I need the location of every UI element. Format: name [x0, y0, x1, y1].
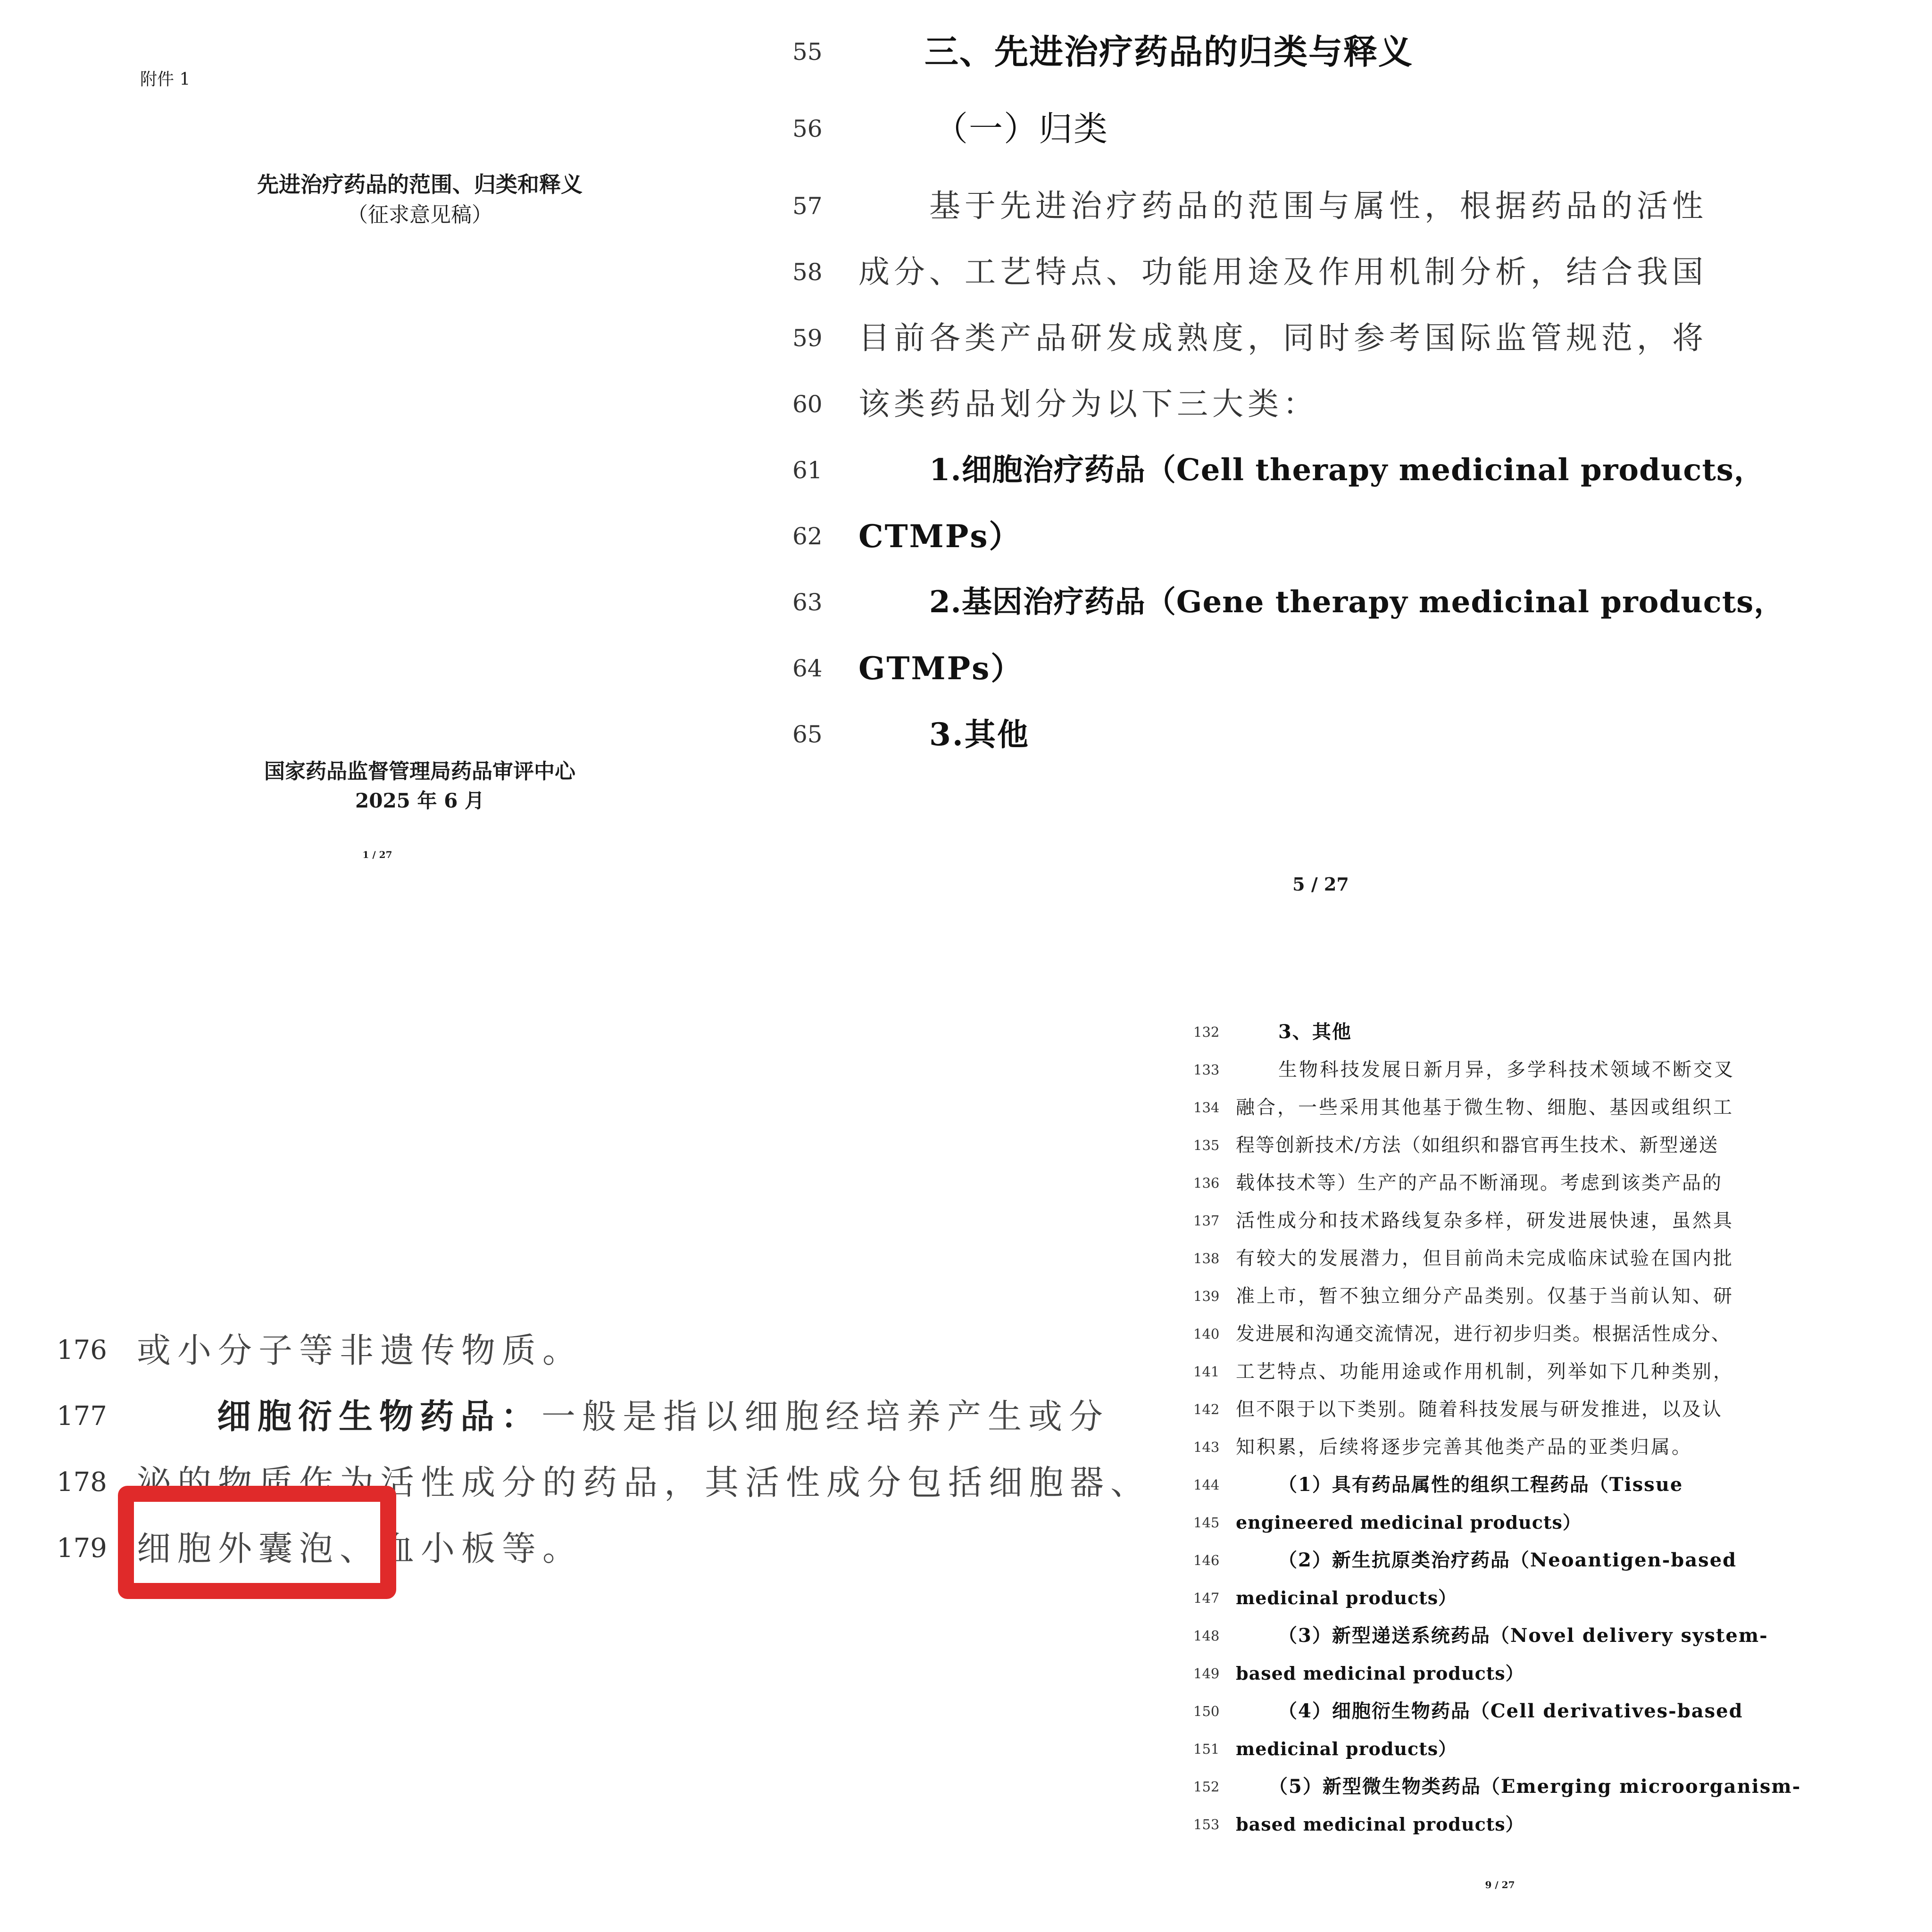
page-number: 1 / 27 [362, 849, 392, 860]
line-number: 176 [57, 1335, 107, 1366]
category-item: （2）新生抗原类治疗药品（Neoantigen-based [1278, 1549, 1737, 1571]
line-number: 153 [1193, 1816, 1220, 1832]
body-text: 基于先进治疗药品的范围与属性，根据药品的活性 [929, 188, 1707, 224]
line-number: 178 [57, 1467, 107, 1498]
line-number: 137 [1193, 1213, 1220, 1229]
body-text: 泌的物质作为活性成分的药品，其活性成分包括细胞器、 [137, 1463, 1151, 1502]
line-number: 61 [792, 457, 823, 484]
numbered-line [1193, 1655, 1750, 1692]
body-text: 成分、工艺特点、功能用途及作用机制分析，结合我国 [858, 254, 1707, 290]
line-number: 149 [1193, 1666, 1220, 1682]
line-number: 147 [1193, 1590, 1220, 1606]
numbered-line [1193, 1428, 1750, 1466]
section-heading: 3、其他 [1278, 1021, 1352, 1043]
line-number: 139 [1193, 1288, 1220, 1304]
line-number: 151 [1193, 1741, 1220, 1757]
body-text: 程等创新技术/方法（如组织和器官再生技术、新型递送 [1236, 1134, 1719, 1156]
line-number: 144 [1193, 1477, 1220, 1493]
category-item: 2.基因治疗药品（Gene therapy medicinal products， [929, 584, 1785, 620]
numbered-line [792, 442, 1774, 499]
category-item: （5）新型微生物类药品（Emerging microorganism- [1269, 1775, 1801, 1798]
numbered-line [1193, 1730, 1750, 1768]
line-number: 142 [1193, 1401, 1220, 1417]
publisher: 国家药品监督管理局药品审评中心 [264, 759, 575, 783]
line-number: 63 [792, 589, 823, 616]
line-number: 56 [792, 115, 823, 142]
numbered-line [1193, 1277, 1750, 1315]
body-text: 生物科技发展日新月异，多学科技术领域不断交叉 [1278, 1059, 1735, 1081]
numbered-line [792, 706, 1774, 763]
line-number: 135 [1193, 1137, 1220, 1153]
numbered-line [1193, 1240, 1750, 1277]
category-item: based medicinal products） [1236, 1663, 1524, 1684]
category-item: （4）细胞衍生物药品（Cell derivatives-based [1278, 1700, 1743, 1722]
numbered-line [1193, 1617, 1768, 1655]
numbered-line [792, 574, 1785, 631]
line-number: 133 [1193, 1062, 1220, 1078]
numbered-line [1193, 1466, 1750, 1504]
category-item: medicinal products） [1236, 1587, 1457, 1608]
body-text [217, 1383, 1109, 1449]
category-item: GTMPs） [858, 650, 1024, 687]
numbered-line [1193, 1013, 1750, 1051]
document-title: 先进治疗药品的范围、归类和释义 [257, 172, 583, 197]
line-number: 177 [57, 1401, 107, 1432]
category-item: （1）具有药品属性的组织工程药品（Tissue [1278, 1474, 1683, 1496]
defined-term: 细胞衍生物药品： [217, 1396, 542, 1436]
line-number: 57 [792, 192, 823, 220]
page-number: 9 / 27 [1485, 1879, 1515, 1890]
body-text: 细胞外囊泡、血小板等。 [137, 1529, 583, 1568]
line-number: 148 [1193, 1628, 1220, 1644]
numbered-line [1193, 1579, 1750, 1617]
numbered-line [792, 508, 1774, 565]
line-number: 60 [792, 391, 823, 418]
body-text: 活性成分和技术路线复杂多样，研发进展快速，虽然具 [1236, 1210, 1734, 1232]
line-number: 59 [792, 325, 823, 352]
highlight-box [118, 1486, 396, 1599]
body-text: 或小分子等非遗传物质。 [137, 1331, 583, 1370]
body-text: 有较大的发展潜力，但目前尚未完成临床试验在国内批 [1236, 1248, 1734, 1269]
numbered-line [792, 24, 1774, 80]
numbered-line [792, 244, 1774, 300]
line-number: 146 [1193, 1552, 1220, 1568]
numbered-line [792, 640, 1774, 697]
section-heading: 三、先进治疗药品的归类与释义 [924, 32, 1414, 72]
body-text: 目前各类产品研发成熟度，同时参考国际监管规范，将 [858, 320, 1707, 356]
body-text: 工艺特点、功能用途或作用机制，列举如下几种类别， [1236, 1361, 1734, 1382]
category-item: （3）新型递送系统药品（Novel delivery system- [1278, 1624, 1768, 1647]
numbered-line [792, 310, 1774, 366]
annex-label: 附件 1 [140, 70, 191, 89]
line-number: 55 [792, 38, 823, 66]
line-number: 136 [1193, 1175, 1220, 1191]
category-item: 1.细胞治疗药品（Cell therapy medicinal products， [929, 452, 1765, 488]
line-number: 145 [1193, 1515, 1220, 1531]
subsection-heading: （一）归类 [934, 109, 1109, 149]
line-number: 143 [1193, 1439, 1220, 1455]
numbered-line [1193, 1089, 1750, 1126]
body-text: 该类药品划分为以下三大类： [858, 386, 1318, 422]
numbered-line [1193, 1541, 1750, 1579]
numbered-line [1193, 1164, 1750, 1202]
line-number: 141 [1193, 1364, 1220, 1380]
body-text: 发进展和沟通交流情况，进行初步归类。根据活性成分、 [1236, 1323, 1731, 1345]
numbered-line [1193, 1051, 1750, 1089]
numbered-line [1193, 1315, 1750, 1353]
numbered-line [57, 1383, 1110, 1449]
numbered-line [1193, 1768, 1801, 1806]
page-number: 5 / 27 [1292, 874, 1349, 895]
line-number: 140 [1193, 1326, 1220, 1342]
line-number: 58 [792, 258, 823, 286]
numbered-line [792, 376, 1774, 433]
publication-date: 2025 年 6 月 [355, 789, 484, 812]
numbered-line [1193, 1692, 1750, 1730]
numbered-line [792, 178, 1774, 234]
category-item: 3.其他 [929, 716, 1030, 753]
category-item: CTMPs） [858, 518, 1022, 555]
body-text: 准上市，暂不独立细分产品类别。仅基于当前认知、研 [1236, 1285, 1734, 1307]
draft-note: （征求意见稿） [347, 203, 492, 227]
body-text: 知积累，后续将逐步完善其他类产品的亚类归属。 [1236, 1436, 1692, 1458]
line-number: 150 [1193, 1703, 1220, 1719]
line-number: 152 [1193, 1779, 1220, 1795]
numbered-line [1193, 1353, 1750, 1391]
body-text: 但不限于以下类别。随着科技发展与研发推进，以及认 [1236, 1399, 1723, 1420]
numbered-line [792, 100, 1774, 157]
numbered-line [1193, 1126, 1750, 1164]
body-text: 融合，一些采用其他基于微生物、细胞、基因或组织工 [1236, 1097, 1734, 1118]
line-number: 138 [1193, 1250, 1220, 1266]
definition-text: 一般是指以细胞经培养产生或分 [541, 1397, 1110, 1436]
numbered-line [1193, 1504, 1750, 1541]
line-number: 62 [792, 523, 823, 550]
category-item: engineered medicinal products） [1236, 1512, 1581, 1533]
line-number: 179 [57, 1533, 107, 1564]
numbered-line [57, 1317, 1094, 1383]
body-text: 载体技术等）生产的产品不断涌现。考虑到该类产品的 [1236, 1172, 1723, 1194]
line-number: 64 [792, 655, 823, 682]
line-number: 134 [1193, 1099, 1220, 1116]
numbered-line [1193, 1202, 1750, 1240]
line-number: 132 [1193, 1024, 1220, 1040]
numbered-line [1193, 1391, 1750, 1428]
line-number: 65 [792, 721, 823, 748]
category-item: based medicinal products） [1236, 1814, 1524, 1835]
numbered-line [1193, 1806, 1750, 1843]
category-item: medicinal products） [1236, 1738, 1457, 1759]
